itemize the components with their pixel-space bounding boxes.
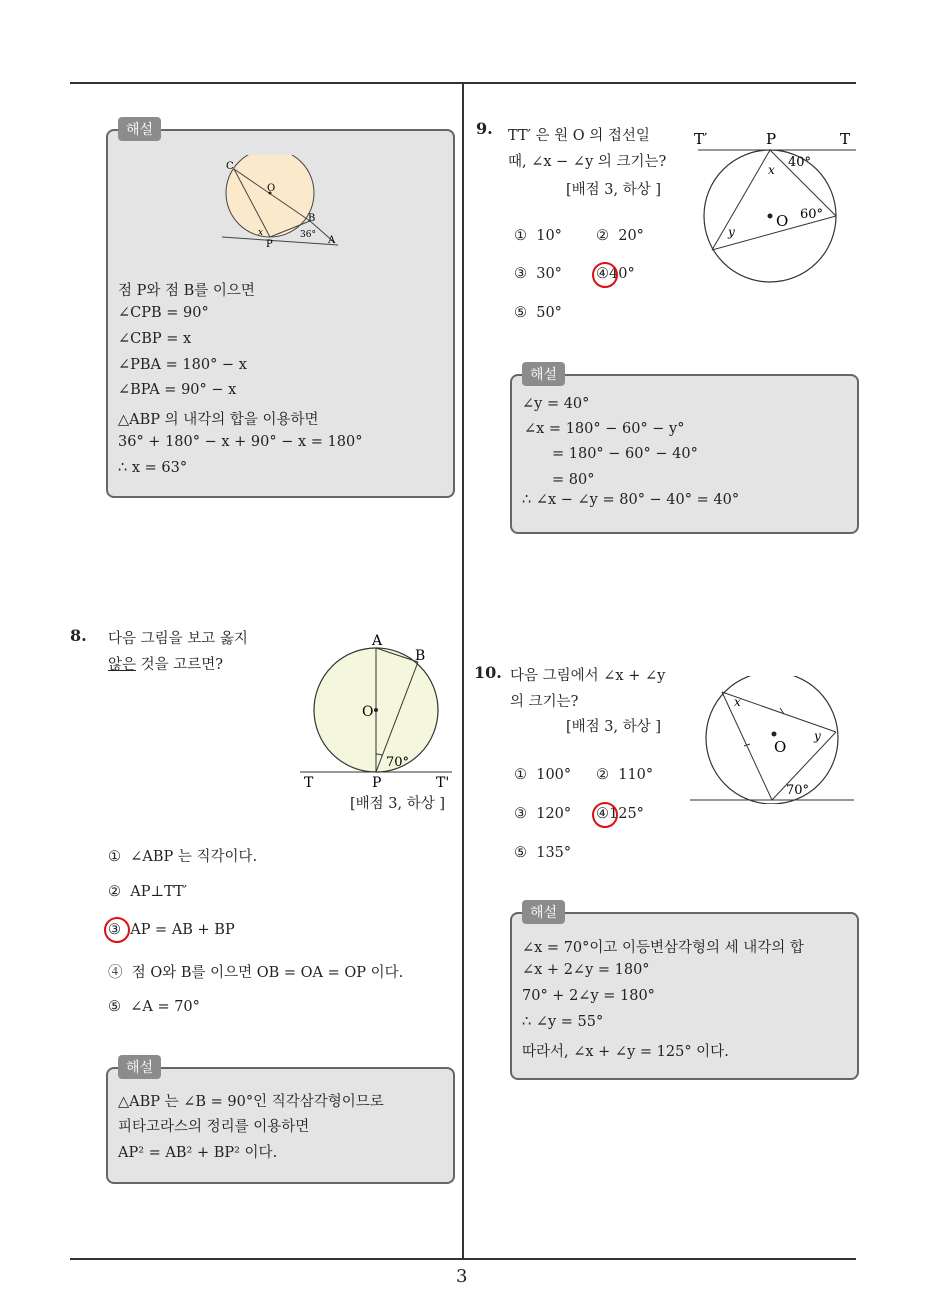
q10-choice-4: ④125°	[596, 806, 644, 822]
q8-stem-line1: 다음 그림을 보고 옳지	[108, 631, 248, 647]
q8-score: [배점 3, 하상 ]	[350, 796, 446, 812]
q9-choice-5: ⑤ 50°	[514, 305, 562, 321]
answer-mark-circle	[592, 262, 618, 288]
tangent-line	[222, 237, 338, 245]
q9-solution-line: ∴ ∠x − ∠y = 80° − 40° = 40°	[522, 492, 740, 508]
label-y: y	[728, 225, 735, 239]
q9-solution-line: ∠x = 180° − 60° − y°	[524, 421, 685, 437]
solution-line: 점 P와 점 B를 이으면	[118, 283, 255, 299]
page-number: 3	[456, 1266, 468, 1287]
q8-choice-3: ③ AP = AB + BP	[108, 922, 235, 938]
label-p: P	[766, 130, 777, 148]
figure-q8	[296, 632, 456, 792]
solution-line: ∠CBP = x	[118, 331, 192, 347]
label-70: 70°	[786, 783, 810, 798]
label-t: T	[840, 130, 851, 148]
solution-line: 36° + 180° − x + 90° − x = 180°	[118, 434, 363, 450]
q10-solution-line: ∴ ∠y = 55°	[522, 1014, 604, 1030]
figure-q9	[690, 126, 858, 290]
q10-choice-2: ② 110°	[596, 767, 654, 783]
solution-line: ∠CPB = 90°	[118, 305, 209, 321]
q8-underlined-word: 않은	[108, 657, 137, 673]
q9-choice-2: ② 20°	[596, 228, 644, 244]
bottom-rule	[70, 1258, 856, 1260]
solution-line: △ABP 의 내각의 합을 이용하면	[118, 412, 319, 428]
center-point	[374, 708, 378, 712]
label-x: x	[258, 228, 264, 238]
label-p: P	[372, 775, 382, 791]
solution-tag: 해설	[522, 900, 565, 924]
label-a: A	[328, 235, 336, 246]
q10-choice-5: ⑤ 135°	[514, 845, 572, 861]
q10-choice-3: ③ 120°	[514, 806, 572, 822]
center-point	[772, 732, 777, 737]
label-40: 40°	[788, 155, 812, 170]
q9-solution-line: ∠y = 40°	[522, 396, 590, 412]
label-p: P	[266, 239, 273, 250]
label-c: C	[226, 161, 234, 172]
q8-choice-5: ⑤ ∠A = 70°	[108, 999, 200, 1015]
q8-solution-line: △ABP 는 ∠B = 90°인 직각삼각형이므로	[118, 1094, 384, 1110]
q10-solution-line: ∠x + 2∠y = 180°	[522, 962, 650, 978]
q8-number: 8.	[70, 626, 87, 645]
q10-score: [배점 3, 하상 ]	[566, 719, 662, 735]
q10-stem-line1: 다음 그림에서 ∠x + ∠y	[510, 668, 666, 684]
label-b: B	[415, 648, 426, 664]
q9-choice-3: ③ 30°	[514, 266, 562, 282]
label-60: 60°	[800, 207, 824, 222]
answer-mark-circle	[104, 917, 130, 943]
label-a: A	[372, 633, 383, 649]
label-36: 36°	[300, 230, 316, 240]
label-o: O	[362, 704, 374, 720]
figure-q7	[220, 155, 345, 250]
solution-tag: 해설	[522, 362, 565, 386]
q8-choice-1: ① ∠ABP 는 직각이다.	[108, 849, 258, 865]
q10-solution-line: ∠x = 70°이고 이등변삼각형의 세 내각의 합	[522, 940, 804, 956]
q8-solution-line: AP² = AB² + BP² 이다.	[118, 1145, 278, 1161]
q10-solution-line: 따라서, ∠x + ∠y = 125° 이다.	[522, 1044, 729, 1060]
q9-stem-line2: 때, ∠x − ∠y 의 크기는?	[508, 154, 667, 170]
label-o: O	[774, 738, 787, 756]
label-t: T	[304, 775, 314, 791]
label-t-prime: T'	[436, 775, 450, 791]
q10-stem-line2: 의 크기는?	[510, 694, 579, 710]
q9-choice-4: ④40°	[596, 266, 635, 282]
q10-choice-1: ① 100°	[514, 767, 572, 783]
solution-line: ∴ x = 63°	[118, 460, 188, 476]
label-o: O	[776, 212, 789, 230]
q8-stem-rest: 것을 고르면?	[136, 657, 224, 673]
figure-q10	[688, 676, 856, 804]
side-1	[722, 692, 772, 800]
q8-stem-line2	[108, 653, 223, 674]
label-x: x	[734, 695, 741, 709]
q9-solution-line: = 180° − 60° − 40°	[552, 446, 698, 462]
q8-choice-2: ② AP⊥TT′	[108, 884, 187, 900]
q10-number: 10.	[474, 663, 502, 682]
center-point	[768, 214, 773, 219]
label-y: y	[814, 729, 821, 743]
q9-choice-1: ① 10°	[514, 228, 562, 244]
q8-choice-4: ④ 점 O와 B를 이으면 OB = OA = OP 이다.	[108, 965, 404, 981]
label-70: 70°	[386, 755, 410, 770]
q9-stem-line1: TT′ 은 원 O 의 접선일	[508, 128, 650, 144]
answer-mark-circle	[592, 802, 618, 828]
label-x: x	[768, 163, 775, 177]
q9-number: 9.	[476, 119, 493, 138]
solution-line: ∠PBA = 180° − x	[118, 357, 247, 373]
label-o: O	[267, 183, 276, 194]
label-b: B	[308, 213, 316, 224]
side-pb	[712, 150, 770, 250]
solution-tag: 해설	[118, 1055, 161, 1079]
solution-line: ∠BPA = 90° − x	[118, 382, 237, 398]
solution-tag: 해설	[118, 117, 161, 141]
q9-solution-line: = 80°	[552, 472, 595, 488]
q9-score: [배점 3, 하상 ]	[566, 182, 662, 198]
label-t-prime: T′	[694, 130, 708, 148]
q8-solution-line: 피타고라스의 정리를 이용하면	[118, 1119, 310, 1135]
column-divider	[462, 84, 464, 1260]
q10-solution-line: 70° + 2∠y = 180°	[522, 988, 655, 1004]
